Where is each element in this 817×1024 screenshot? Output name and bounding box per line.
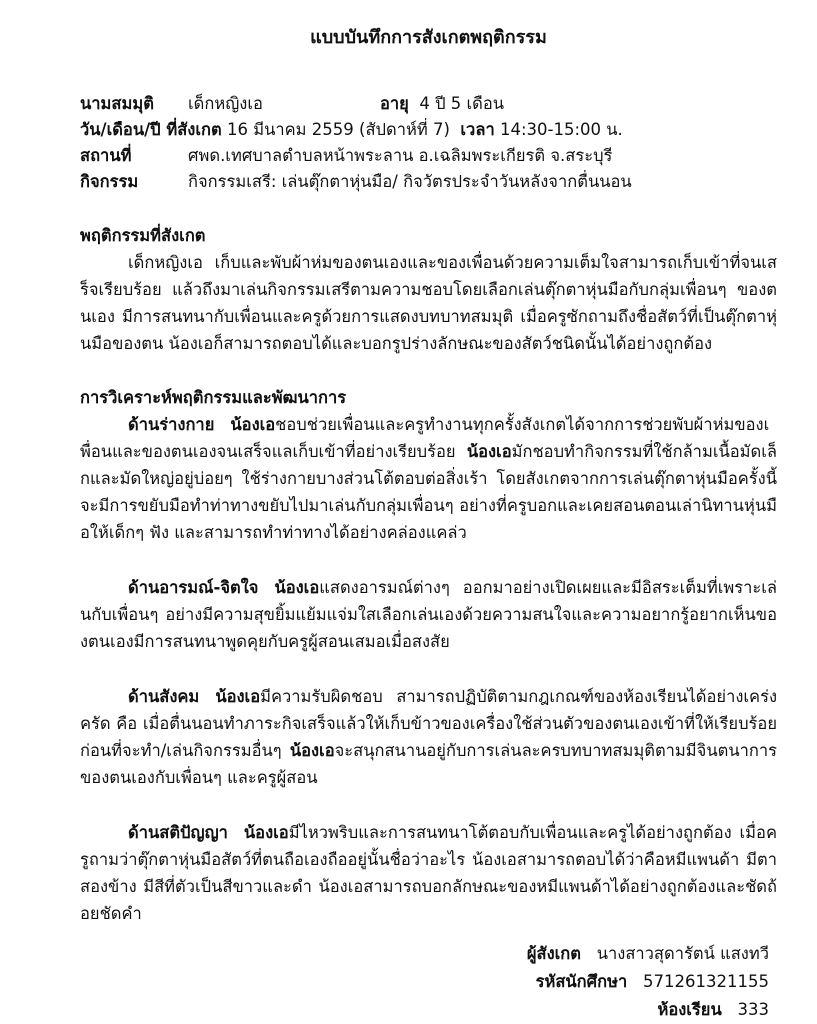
age-value: 4 ปี 5 เดือน bbox=[419, 94, 505, 113]
observed-paragraph bbox=[80, 249, 777, 357]
social-text-2: จะสนุกสนานอยู่กับการเล่นละครบทบาทสมมุติตามมีจินตนาการของตนเองกับเพื่อนๆ และครูผู้สอน bbox=[80, 741, 777, 787]
intellectual-paragraph bbox=[80, 819, 777, 927]
info-section bbox=[80, 91, 777, 195]
student-id-label: รหัสนักศึกษา bbox=[535, 972, 628, 991]
signature-block bbox=[527, 940, 769, 1024]
classroom-value: 333 bbox=[737, 1000, 769, 1019]
classroom-line bbox=[527, 996, 769, 1024]
social-text-1: มีความรับผิดชอบ สามารถปฏิบัติตามกฎเกณฑ์ของห้องเรียนได้อย่างเคร่งครัด คือ เมื่อตื่นนอนทำภาระกิจเสร็จแล้วให้เก็บข้าวของเครื่องใช้ส่วนตัวของตนเองเข้าที่ให้เรียบร้อยก่อนที่จะทำ/เล่นกิจกรรมอื่นๆ bbox=[80, 687, 777, 760]
time-value: 14:30-15:00 น. bbox=[499, 120, 623, 139]
page-title: แบบบันทึกการสังเกตพฤติกรรม bbox=[310, 27, 547, 48]
social-paragraph bbox=[80, 683, 777, 791]
emotional-text: แสดงอารมณ์ต่างๆ ออกมาอย่างเปิดเผยและมีอิสระเต็มที่เพราะเล่นกับเพื่อนๆ อย่างมีความสุขยิ้มแย้มแจ่มใสเลือกเล่นเองด้วยความสนใจและความอยากรู้อยากเห็นของตนเองมีการสนทนาพูดคุยกับครูผู้สอนเสมอเมื่อสงสัย bbox=[80, 578, 777, 651]
name-value: เด็กหญิงเอ bbox=[188, 94, 263, 113]
observer-name: นางสาวสุดารัตน์ แสงทวี bbox=[596, 944, 769, 963]
emotional-paragraph bbox=[80, 574, 777, 655]
physical-label: ด้านร่างกาย bbox=[128, 415, 215, 434]
activity-row bbox=[80, 169, 777, 195]
physical-child-name: น้องเอ bbox=[230, 415, 276, 434]
date-label: วัน/เดือน/ปี ที่สังเกต bbox=[80, 120, 222, 139]
social-child-name-2: น้องเอ bbox=[289, 741, 335, 760]
observer-line bbox=[527, 940, 769, 968]
physical-child-name-2: น้องเอ bbox=[466, 442, 512, 461]
name-age-row bbox=[80, 91, 777, 117]
observed-text: เด็กหญิงเอ เก็บและพับผ้าห่มของตนเองและของเพื่อนด้วยความเต็มใจสามารถเก็บเข้าที่จนเสร็จเรียบร้อย แล้วถึงมาเล่นกิจกรรมเสรีตามความชอบโดยเลือกเล่นตุ๊กตาหุ่นมือกับกลุ่มเพื่อนๆ ของตนเอง มีการสนทนากับเพื่อนและครูด้วยการแสดงบทบาทสมมุติ เมื่อครูซักถามถึงชื่อสัตว์ที่เป็นตุ๊กตาหุ่นมือของตน น้องเอก็สามารถตอบได้และบอกรูปร่างลักษณะของสัตว์ชนิดนั้นได้อย่างถูกต้อง bbox=[80, 253, 777, 353]
intellectual-child-name: น้องเอ bbox=[243, 823, 289, 842]
time-label: เวลา bbox=[460, 120, 495, 139]
emotional-label: ด้านอารมณ์-จิตใจ bbox=[128, 578, 259, 597]
classroom-label: ห้องเรียน bbox=[657, 1000, 722, 1019]
name-label: นามสมมุติ bbox=[80, 94, 154, 113]
social-child-name: น้องเอ bbox=[215, 687, 261, 706]
student-id-line bbox=[527, 968, 769, 996]
physical-paragraph bbox=[80, 411, 777, 546]
intellectual-label: ด้านสติปัญญา bbox=[128, 823, 228, 842]
observer-label: ผู้สังเกต bbox=[526, 944, 581, 963]
date-time-row bbox=[80, 117, 777, 143]
emotional-child-name: น้องเอ bbox=[274, 578, 320, 597]
place-value: ศพด.เทศบาลตำบลหน้าพระลาน อ.เฉลิมพระเกียรติ จ.สระบุรี bbox=[188, 146, 613, 165]
analysis-heading: การวิเคราะห์พฤติกรรมและพัฒนาการ bbox=[80, 388, 347, 407]
activity-label: กิจกรรม bbox=[80, 172, 139, 191]
student-id-value: 571261321155 bbox=[643, 972, 769, 991]
date-value: 16 มีนาคม 2559 (สัปดาห์ที่ 7) bbox=[226, 120, 450, 139]
physical-text-1: ชอบช่วยเพื่อนและครูทำงานทุกครั้งสังเกตได้จากการช่วยพับผ้าห่มของเพื่อนและของตนเองจนเสร็จแลเก็บเข้าที่อย่างเรียบร้อย bbox=[80, 415, 770, 461]
place-row bbox=[80, 143, 777, 169]
observed-heading: พฤติกรรมที่สังเกต bbox=[80, 226, 206, 245]
activity-value: กิจกรรมเสรี: เล่นตุ๊กตาหุ่นมือ/ กิจวัตรประจำวันหลังจากตื่นนอน bbox=[188, 172, 632, 191]
place-label: สถานที่ bbox=[80, 146, 132, 165]
age-label: อายุ bbox=[380, 94, 409, 113]
physical-text-2: มักชอบทำกิจกรรมที่ใช้กล้ามเนื้อมัดเล็กและมัดใหญ่อยู่บ่อยๆ ใช้ร่างกายบางส่วนโต้ตอบต่อสิ่งเร้า โดยสังเกตจากการเล่นตุ๊กตาหุ่นมือครั้งนี้จะมีการขยับมือทำท่าทางขยับไปมาเล่นกับกลุ่มเพื่อนๆ อย่างที่ครูบอกและเคยสอนตอนเล่านิทานหุ่นมือให้เด็กๆ ฟัง และสามารถทำท่าทางได้อย่างคล่องแคล่ว bbox=[80, 442, 777, 542]
intellectual-text: มีไหวพริบและการสนทนาโต้ตอบกับเพื่อนและครูได้อย่างถูกต้อง เมื่อครูถามว่าตุ๊กตาหุ่นมือสัตว์ที่ตนถือเองถืออยู่นั้นชื่อว่าอะไร น้องเอสามารถตอบได้ว่าคือหมีแพนด้า มีตาสองข้าง มีสีที่ตัวเป็นสีขาวและดำ น้องเอสามารถบอกลักษณะของหมีแพนด้าได้อย่างถูกต้องและชัดถ้อยชัดคำ bbox=[80, 823, 777, 923]
social-label: ด้านสังคม bbox=[128, 687, 200, 706]
